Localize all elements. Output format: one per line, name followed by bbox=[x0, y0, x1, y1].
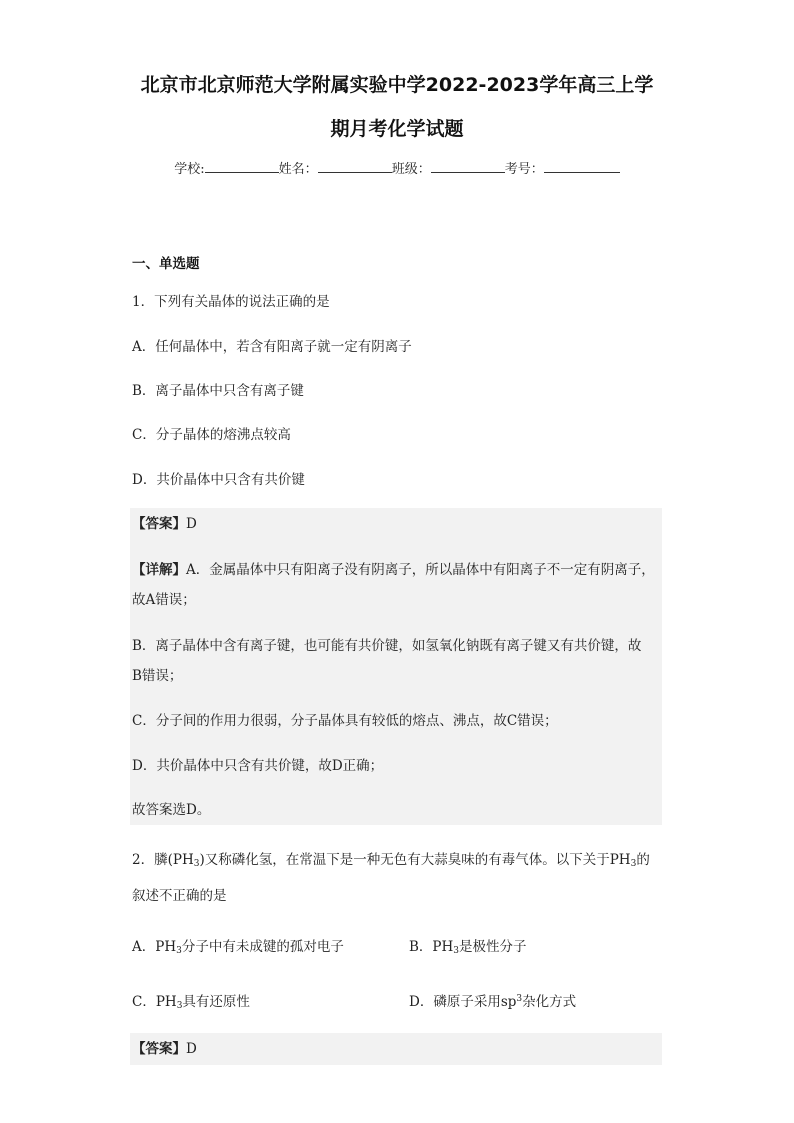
q2-stem-pre: 2．膦(PH bbox=[132, 852, 194, 868]
q2-opt-d-sup: 3 bbox=[516, 994, 523, 1004]
q2-stem-line1 bbox=[132, 850, 650, 874]
name-field[interactable] bbox=[318, 158, 392, 173]
q2-option-b bbox=[409, 935, 527, 956]
title-line-2: 期月考化学试题 bbox=[330, 118, 464, 140]
q2-answer-box bbox=[130, 1033, 662, 1065]
q2-opt-b-sub: 3 bbox=[453, 946, 460, 956]
answer-value: D bbox=[186, 516, 197, 532]
q2-stem-post: 的 bbox=[636, 852, 650, 868]
q2-opt-a-post: 分子中有未成键的孤对电子 bbox=[181, 939, 344, 955]
q2-stem-sub: 3 bbox=[193, 859, 200, 869]
q1-answer bbox=[132, 514, 197, 534]
student-info-row bbox=[0, 158, 794, 177]
q2-opt-a-pre: A．PH bbox=[132, 939, 177, 955]
q1-option-b: B．离子晶体中只含有离子键 bbox=[132, 383, 304, 399]
q2-opt-a-sub: 3 bbox=[176, 946, 182, 956]
q2-stem-sub2: 3 bbox=[630, 859, 637, 869]
school-field[interactable] bbox=[205, 158, 279, 173]
q1-detail-b-line1: B．离子晶体中含有离子键，也可能有共价键，如氢氧化钠既有离子键又有共价键，故 bbox=[132, 638, 642, 654]
q2-opt-c-sub: 3 bbox=[176, 1001, 183, 1011]
q2-opt-c-post: 具有还原性 bbox=[182, 994, 250, 1010]
class-label: 班级： bbox=[391, 162, 431, 177]
name-label: 姓名： bbox=[278, 162, 318, 177]
answer-value: D bbox=[186, 1041, 197, 1057]
q1-detail-a-line1 bbox=[132, 560, 655, 580]
q2-opt-d-pre: D．磷原子采用sp bbox=[409, 994, 517, 1010]
q1-detail-c: C．分子间的作用力很弱，分子晶体具有较低的熔点、沸点，故C错误； bbox=[132, 713, 558, 729]
answer-label: 【答案】 bbox=[132, 516, 186, 532]
q2-opt-d-post: 杂化方式 bbox=[522, 994, 577, 1010]
detail-label: 【详解】 bbox=[132, 562, 186, 578]
title-line-1: 北京市北京师范大学附属实验中学2022-2023学年高三上学 bbox=[140, 74, 654, 96]
q2-opt-c-pre: C．PH bbox=[132, 994, 177, 1010]
q2-opt-b-pre: B．PH bbox=[409, 939, 454, 955]
school-label: 学校: bbox=[174, 162, 205, 177]
q2-option-d bbox=[409, 990, 576, 1010]
q2-answer bbox=[132, 1039, 197, 1059]
q1-detail-b-line2: B错误； bbox=[132, 668, 183, 684]
q1-detail-a-line2: 故A错误； bbox=[132, 592, 196, 608]
q2-stem-mid: )又称磷化氢，在常温下是一种无色有大蒜臭味的有毒气体。以下关于PH bbox=[199, 852, 631, 868]
q1-option-d: D．共价晶体中只含有共价键 bbox=[132, 472, 305, 488]
exam-no-label: 考号： bbox=[504, 162, 544, 177]
answer-label: 【答案】 bbox=[132, 1041, 186, 1057]
exam-no-field[interactable] bbox=[544, 158, 620, 173]
q2-stem-line2: 叙述不正确的是 bbox=[132, 888, 227, 904]
detail-a-text: A．金属晶体中只有阳离子没有阴离子，所以晶体中有阳离子不一定有阴离子， bbox=[186, 562, 655, 578]
class-field[interactable] bbox=[431, 158, 505, 173]
q1-conclusion: 故答案选D。 bbox=[132, 802, 211, 818]
q1-detail-d: D．共价晶体中只含有共价键，故D正确； bbox=[132, 758, 384, 774]
q1-option-c: C．分子晶体的熔沸点较高 bbox=[132, 427, 291, 443]
q2-opt-b-post: 是极性分子 bbox=[459, 939, 527, 955]
q2-option-a bbox=[132, 935, 344, 956]
q1-option-a: A．任何晶体中，若含有阳离子就一定有阴离子 bbox=[132, 339, 412, 355]
q2-option-c bbox=[132, 990, 250, 1011]
q1-answer-box bbox=[130, 508, 662, 825]
q1-stem: 1．下列有关晶体的说法正确的是 bbox=[132, 294, 330, 310]
section-title: 一、单选题 bbox=[132, 256, 200, 272]
